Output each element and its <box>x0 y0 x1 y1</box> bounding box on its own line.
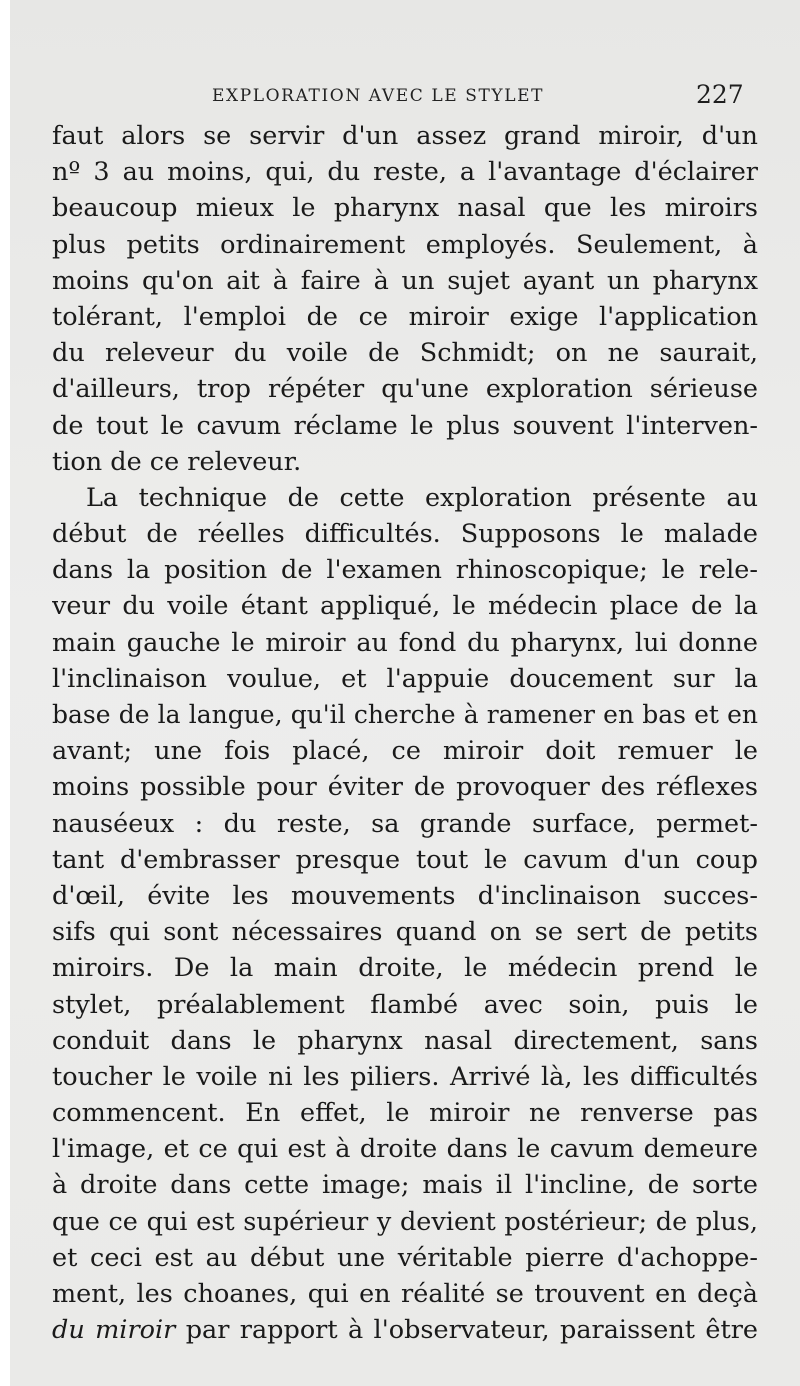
text-line: d'ailleurs, trop répéter qu'une exploration sérieuse <box>52 374 758 405</box>
italic-phrase: du miroir <box>52 1315 176 1346</box>
text-line: avant; une fois placé, ce miroir doit remuer le <box>52 736 758 767</box>
text-line: main gauche le miroir au fond du pharynx, lui donne <box>52 627 758 658</box>
line-remainder: par rapport à l'observateur, paraissent être <box>175 1315 758 1346</box>
text-line: début de réelles difficultés. Supposons le malade <box>52 519 758 550</box>
text-line: ment, les choanes, qui en réalité se trouvent en deçà <box>52 1279 758 1309</box>
paragraph-start-line: La technique de cette exploration présente au <box>86 482 758 513</box>
text-line: que ce qui est supérieur y devient postérieur; de plus, <box>52 1206 758 1237</box>
text-line: nº 3 au moins, qui, du reste, a l'avantage d'éclairer <box>52 157 758 188</box>
text-line: toucher le voile ni les piliers. Arrivé là, les difficultés <box>52 1061 758 1092</box>
text-line: moins possible pour éviter de provoquer des réflexes <box>52 772 758 803</box>
text-line: du releveur du voile de Schmidt; on ne saurait, <box>52 338 758 369</box>
text-line: commencent. En effet, le miroir ne renverse pas <box>52 1098 758 1129</box>
text-line: conduit dans le pharynx nasal directement, sans <box>52 1025 758 1056</box>
text-line: stylet, préalablement flambé avec soin, puis le <box>52 989 758 1020</box>
running-title: EXPLORATION AVEC LE STYLET <box>212 86 545 106</box>
scan-margin <box>0 0 10 1386</box>
text-line: dans la position de l'examen rhinoscopique; le rele- <box>52 555 758 586</box>
text-line-with-italic <box>52 1312 758 1348</box>
book-page <box>10 0 800 1386</box>
text-line: tant d'embrasser presque tout le cavum d'un coup <box>52 844 758 875</box>
paragraph-end-line: tion de ce releveur. <box>52 446 302 477</box>
text-line: miroirs. De la main droite, le médecin prend le <box>52 953 758 984</box>
text-line: faut alors se servir d'un assez grand miroir, d'un <box>52 121 758 151</box>
text-line: et ceci est au début une véritable pierre d'achoppe- <box>52 1242 758 1273</box>
text-line: à droite dans cette image; mais il l'incline, de sorte <box>52 1170 758 1201</box>
page-header <box>10 80 800 116</box>
text-line: beaucoup mieux le pharynx nasal que les miroirs <box>52 193 758 224</box>
text-line: nauséeux : du reste, sa grande surface, permet- <box>52 808 758 839</box>
text-line: d'œil, évite les mouvements d'inclinaison succes- <box>52 880 758 911</box>
text-line: base de la langue, qu'il cherche à ramener en bas et en <box>52 700 758 729</box>
body-text <box>52 118 758 1348</box>
text-line: de tout le cavum réclame le plus souvent l'interven- <box>52 410 758 441</box>
text-line: l'inclinaison voulue, et l'appuie doucement sur la <box>52 663 758 694</box>
text-line: veur du voile étant appliqué, le médecin place de la <box>52 591 758 622</box>
text-line: tolérant, l'emploi de ce miroir exige l'application <box>52 301 758 332</box>
page-number: 227 <box>696 80 744 109</box>
text-line: plus petits ordinairement employés. Seulement, à <box>52 229 758 260</box>
text-line: sifs qui sont nécessaires quand on se sert de petits <box>52 917 758 948</box>
text-line: moins qu'on ait à faire à un sujet ayant un pharynx <box>52 265 758 296</box>
text-line: l'image, et ce qui est à droite dans le cavum demeure <box>52 1134 758 1165</box>
